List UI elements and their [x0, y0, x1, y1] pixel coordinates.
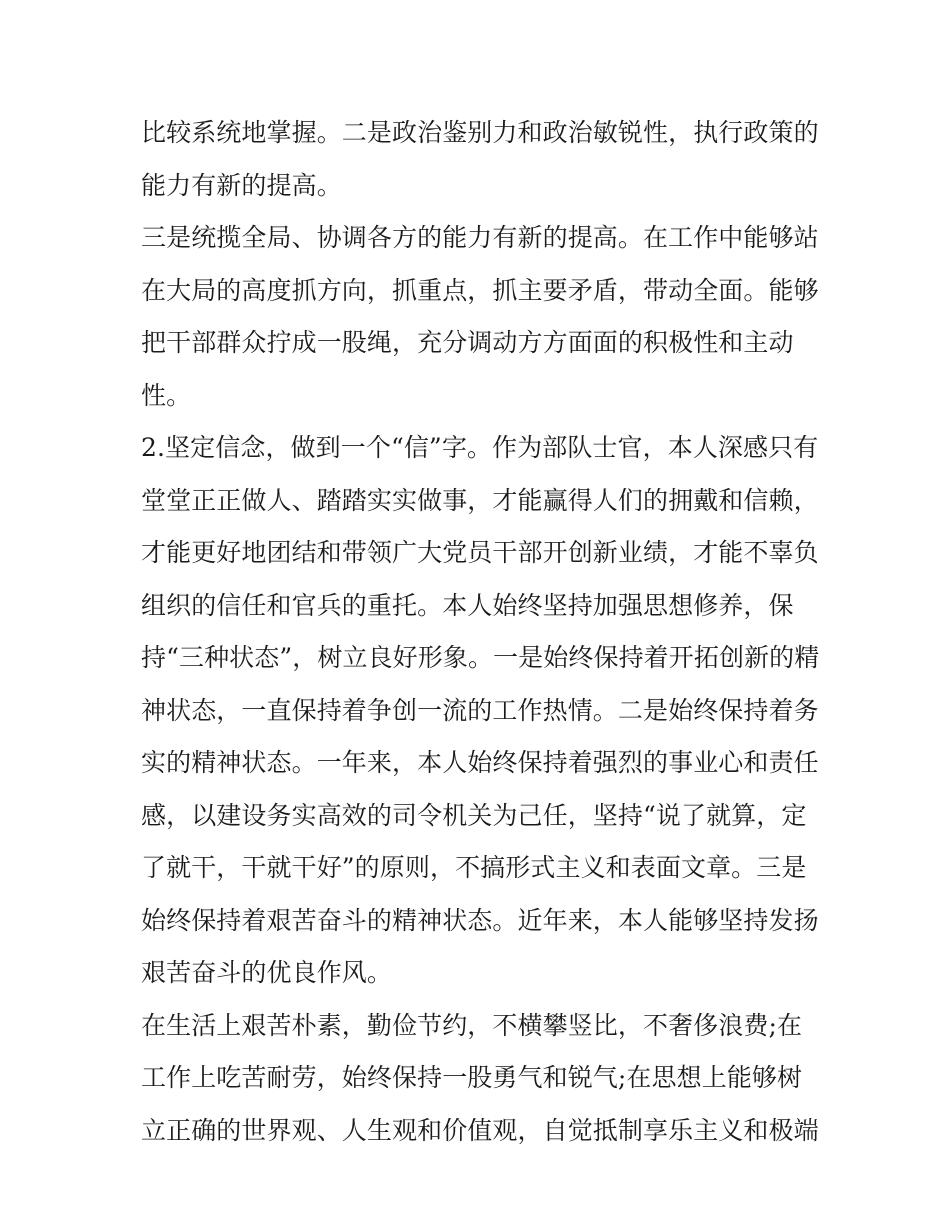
- text-line: 三是统揽全局、协调各方的能力有新的提高。在工作中能够站: [141, 223, 819, 252]
- text-line: 持“三种状态”，树立良好形象。一是始终保持着开拓创新的精: [141, 643, 820, 672]
- text-line: 在大局的高度抓方向，抓重点，抓主要矛盾，带动全面。能够: [141, 275, 819, 305]
- text-line: 了就干，干就干好”的原则，不搞形式主义和表面文章。三是: [141, 853, 807, 882]
- text-line: 感，以建设务实高效的司令机关为己任，坚持“说了就算，定: [141, 800, 807, 830]
- text-line: 堂堂正正做人、踏踏实实做事，才能赢得人们的拥戴和信赖，: [141, 485, 819, 515]
- text-line: 立正确的世界观、人生观和价值观，自觉抵制享乐主义和极端: [141, 1115, 819, 1145]
- text-line: 比较系统地掌握。二是政治鉴别力和政治敏锐性，执行政策的: [141, 118, 819, 147]
- text-line: 才能更好地团结和带领广大党员干部开创新业绩，才能不辜负: [141, 538, 819, 567]
- text-line: 始终保持着艰苦奋斗的精神状态。近年来，本人能够坚持发扬: [141, 905, 819, 935]
- body-text: [141, 107, 831, 1157]
- text-line: 把干部群众拧成一股绳，充分调动方方面面的积极性和主动: [141, 328, 794, 357]
- text-line: 艰苦奋斗的优良作风。: [141, 958, 393, 987]
- text-line: 工作上吃苦耐劳，始终保持一股勇气和锐气;在思想上能够树: [141, 1063, 803, 1092]
- text-line: 组织的信任和官兵的重托。本人始终坚持加强思想修养，保: [141, 590, 794, 620]
- text-line: 性。: [141, 380, 192, 410]
- text-line: 神状态，一直保持着争创一流的工作热情。二是始终保持着务: [141, 695, 819, 725]
- text-line: 实的精神状态。一年来，本人始终保持着强烈的事业心和责任: [141, 748, 819, 777]
- text-line: 在生活上艰苦朴素，勤俭节约，不横攀竖比，不奢侈浪费;在: [141, 1010, 803, 1040]
- text-line: 能力有新的提高。: [141, 170, 342, 200]
- text-line: 2.坚定信念，做到一个“信”字。作为部队士官，本人深感只有: [141, 433, 819, 462]
